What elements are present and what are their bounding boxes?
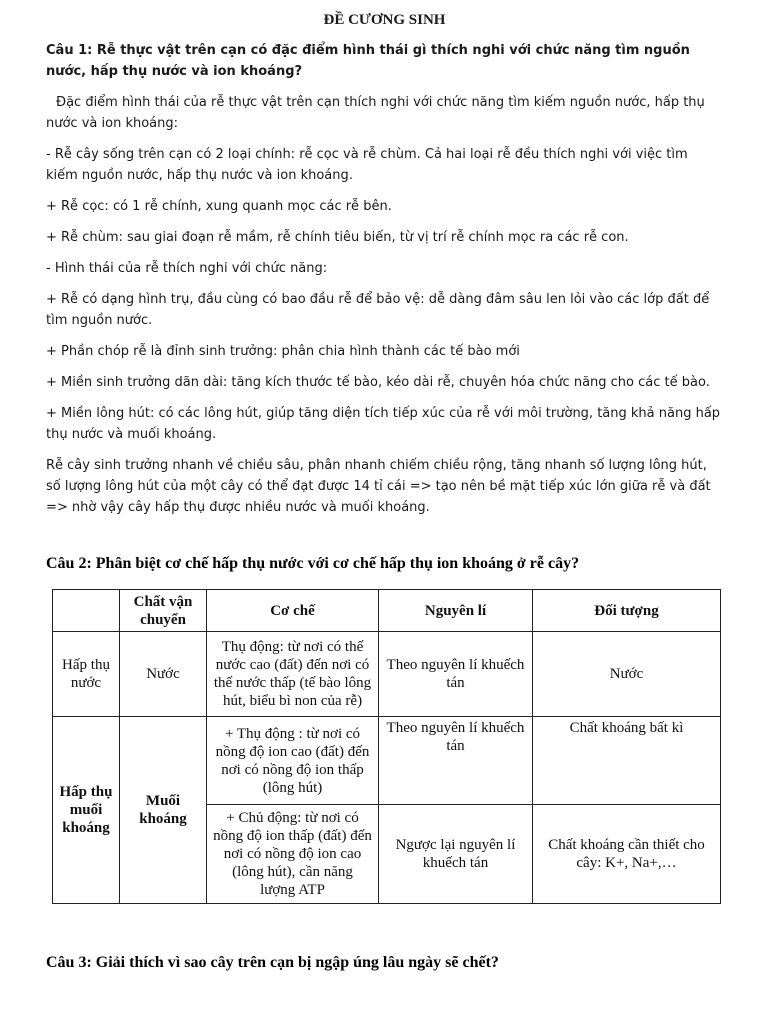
table-row-mineral-passive: [53, 717, 721, 805]
table-header-row: [53, 590, 721, 632]
mineral-passive-mechanism: + Thụ động : từ nơi có nồng độ ion cao (đất) đến nơi có nồng độ ion thấp (lông hút): [207, 717, 379, 805]
answer-1-root-tip: + Phần chóp rễ là đỉnh sinh trưởng: phân chia hình thành các tế bào mới: [46, 344, 520, 359]
water-target: Nước: [533, 632, 721, 717]
header-target: Đối tượng: [533, 590, 721, 632]
mineral-passive-target: Chất khoáng bất kì: [533, 717, 721, 805]
answer-1-morphology-heading: - Hình thái của rễ thích nghi với chức năng:: [46, 261, 328, 276]
table-row-water: [53, 632, 721, 717]
answer-1-cylinder-shape: + Rễ có dạng hình trụ, đầu cùng có bao đầu rễ để bảo vệ: dễ dàng đâm sâu len lỏi vào các lớp đất để tìm nguồn nước.: [46, 292, 710, 328]
mineral-active-target: Chất khoáng cần thiết cho cây: K+, Na+,…: [533, 805, 721, 904]
answer-1-elongation-zone: + Miền sinh trưởng dãn dài: tăng kích thước tế bào, kéo dài rễ, chuyên hóa chức năng cho các tế bào.: [46, 375, 710, 390]
header-mechanism: Cơ chế: [207, 590, 379, 632]
answer-1-intro: Đặc điểm hình thái của rễ thực vật trên cạn thích nghi với chức năng tìm kiếm nguồn nước, hấp thụ nước và ion khoáng:: [46, 95, 705, 131]
answer-1-taproot: + Rễ cọc: có 1 rễ chính, xung quanh mọc các rễ bên.: [46, 199, 392, 214]
mineral-active-mechanism: + Chủ động: từ nơi có nồng độ ion thấp (đất) đến nơi có nồng độ ion cao (lông hút), cần năng lượng ATP: [207, 805, 379, 904]
answer-1-root-types: - Rễ cây sống trên cạn có 2 loại chính: rễ cọc và rễ chùm. Cả hai loại rễ đều thích nghi với việc tìm kiếm nguồn nước, hấp thụ nước và ion khoáng.: [46, 147, 688, 183]
document-title: ĐỀ CƯƠNG SINH: [323, 12, 446, 28]
mineral-substance: Muối khoáng: [120, 717, 207, 904]
answer-1-conclusion: Rễ cây sinh trưởng nhanh về chiều sâu, phân nhanh chiếm chiều rộng, tăng nhanh số lượng lông hút, số lượng lông hút của một cây có thể đạt được 14 tỉ cái => tạo nên bề mặt tiếp xúc lớn giữa rễ và đất => nhờ vậy cây hấp thụ được nhiều nước và muối khoáng.: [46, 458, 711, 515]
question-3: Câu 3: Giải thích vì sao cây trên cạn bị ngập úng lâu ngày sẽ chết?: [46, 954, 499, 971]
header-empty-cell: [53, 590, 120, 632]
water-mechanism: Thụ động: từ nơi có thế nước cao (đất) đến nơi có thế nước thấp (tế bào lông hút, biểu bì non của rễ): [207, 632, 379, 717]
mineral-passive-principle: Theo nguyên lí khuếch tán: [379, 717, 533, 805]
comparison-table: [52, 589, 721, 904]
water-substance: Nước: [120, 632, 207, 717]
header-principle: Nguyên lí: [379, 590, 533, 632]
header-substance: Chất vận chuyển: [120, 590, 207, 632]
question-1: Câu 1: Rễ thực vật trên cạn có đặc điểm hình thái gì thích nghi với chức năng tìm nguồn nước, hấp thụ nước và ion khoáng?: [46, 43, 690, 79]
water-principle: Theo nguyên lí khuếch tán: [379, 632, 533, 717]
mineral-row-label: Hấp thụ muối khoáng: [53, 717, 120, 904]
question-2: Câu 2: Phân biệt cơ chế hấp thụ nước với cơ chế hấp thụ ion khoáng ở rễ cây?: [46, 555, 580, 572]
mineral-active-principle: Ngược lại nguyên lí khuếch tán: [379, 805, 533, 904]
answer-1-fibrous-root: + Rễ chùm: sau giai đoạn rễ mầm, rễ chính tiêu biến, từ vị trí rễ chính mọc ra các rễ con.: [46, 230, 629, 245]
water-row-label: Hấp thụ nước: [53, 632, 120, 717]
answer-1-root-hair-zone: + Miền lông hút: có các lông hút, giúp tăng diện tích tiếp xúc của rễ với môi trường, tăng khả năng hấp thụ nước và muối khoáng.: [46, 406, 721, 442]
